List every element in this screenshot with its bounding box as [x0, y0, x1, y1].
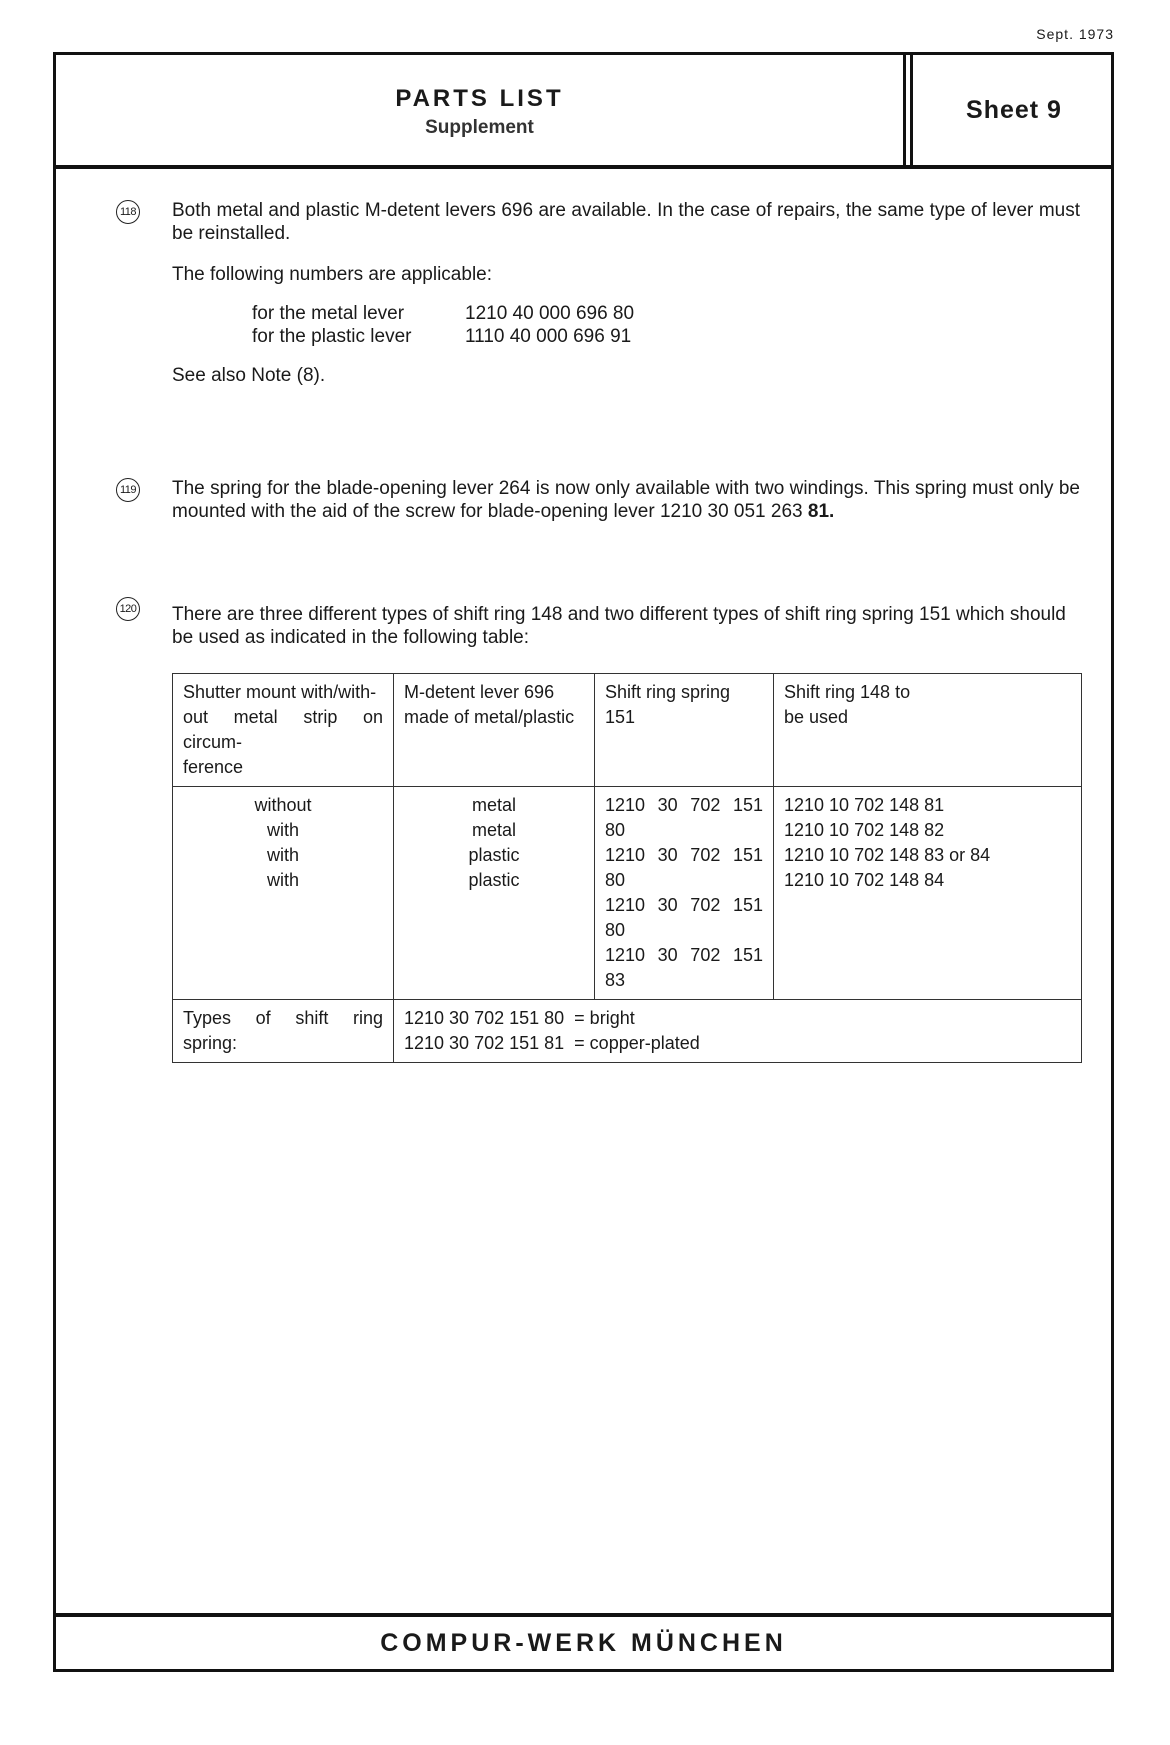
- part-label: for the metal lever: [252, 303, 405, 324]
- cell-line: plastic: [468, 870, 520, 890]
- cell-line: 1210 30 702 151 80: [605, 795, 763, 840]
- note-number-badge: 120: [116, 597, 140, 621]
- title-cell: [56, 55, 906, 165]
- cell-line: 1210 10 702 148 82: [784, 820, 945, 840]
- spring-code: 1210 30 702 151 80: [404, 1008, 565, 1028]
- note-body: [172, 477, 1080, 523]
- page-title: PARTS LIST: [395, 85, 564, 112]
- note-text: Both metal and plastic M-detent levers 696 are available. In the case of repairs, the same type of lever must be reinstalled.: [172, 200, 1080, 244]
- part-value: 1110 40 000 696 91: [465, 326, 632, 347]
- spring-types-label: Types of shift ring spring:: [173, 1000, 394, 1063]
- see-also: See also Note (8).: [172, 365, 326, 386]
- table-header: M-detent lever 696 made of metal/plastic: [394, 674, 595, 787]
- part-value: 1210 40 000 696 80: [465, 303, 635, 324]
- cell-line: with: [266, 870, 299, 890]
- part-number-row: [172, 325, 1080, 348]
- table-header: Shift ring 148 to be used: [774, 674, 1082, 787]
- table-cell: [595, 787, 774, 1000]
- part-label: for the plastic lever: [252, 326, 412, 347]
- cell-line: 1210 10 702 148 81: [784, 795, 945, 815]
- cell-line: with: [266, 845, 299, 865]
- footer-company: COMPUR-WERK MÜNCHEN: [56, 1613, 1111, 1669]
- table-header: Shift ring spring 151: [595, 674, 774, 787]
- cell-line: 1210 10 702 148 84: [784, 870, 945, 890]
- cell-line: without: [254, 795, 312, 815]
- note-body: [172, 603, 1080, 1063]
- header: [56, 55, 1111, 169]
- note-text: The spring for the blade-opening lever 264 is now only available with two windings. This spring must only be mounted with the aid of the screw for blade-opening lever 1210 30 051 263: [172, 478, 1080, 522]
- page-frame: [53, 52, 1114, 1672]
- table-cell: [173, 787, 394, 1000]
- cell-line: 1210 30 702 151 83: [605, 945, 763, 990]
- table-data-row: [173, 787, 1082, 1000]
- cell-line: metal: [471, 795, 516, 815]
- sheet-number: Sheet 9: [966, 95, 1062, 124]
- note-text-bold: 81.: [807, 501, 835, 522]
- table-cell: [774, 787, 1082, 1000]
- note-number-badge: 118: [116, 200, 140, 224]
- table-cell: [394, 787, 595, 1000]
- part-number-row: [172, 302, 1080, 325]
- spring-types-cell: [394, 1000, 1082, 1063]
- cell-line: 1210 30 702 151 80: [605, 895, 763, 940]
- cell-line: with: [266, 820, 299, 840]
- note-intro: The following numbers are applicable:: [172, 264, 493, 285]
- parts-table: [172, 673, 1082, 1063]
- spring-desc: = bright: [574, 1008, 635, 1028]
- spring-code: 1210 30 702 151 81: [404, 1033, 565, 1053]
- note-body: [172, 199, 1080, 387]
- note-number-badge: 119: [116, 478, 140, 502]
- cell-line: plastic: [468, 845, 520, 865]
- cell-line: 1210 30 702 151 80: [605, 845, 763, 890]
- date-stamp: Sept. 1973: [1036, 26, 1114, 42]
- note-text: There are three different types of shift ring 148 and two different types of shift ring spring 151 which should be used as indicated in the following table:: [172, 604, 1066, 648]
- table-header: Shutter mount with/with- out metal strip on circum- ference: [173, 674, 394, 787]
- cell-line: 1210 10 702 148 83 or 84: [784, 845, 991, 865]
- cell-line: metal: [471, 820, 516, 840]
- sheet-cell: [910, 55, 1115, 165]
- page-subtitle: Supplement: [425, 117, 534, 138]
- table-header-row: [173, 674, 1082, 787]
- spring-desc: = copper-plated: [574, 1033, 700, 1053]
- spring-types-row: [173, 1000, 1082, 1063]
- part-number-list: [172, 302, 1080, 348]
